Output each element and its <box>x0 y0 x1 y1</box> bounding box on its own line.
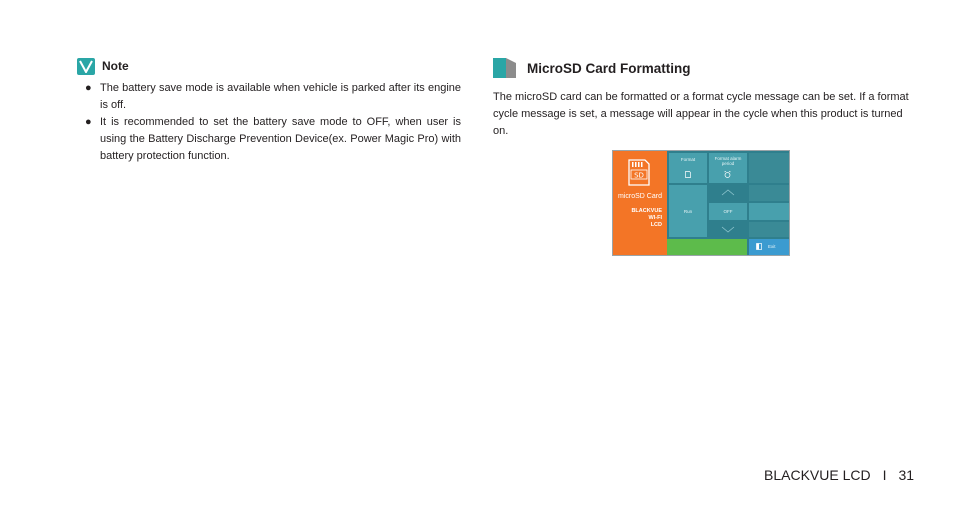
section-body: The microSD card can be formatted or a format cycle message can be set. If a format cycle message is set, a message will appear in the cycle when this product is turned on. <box>493 91 909 137</box>
exit-icon <box>756 243 764 250</box>
up-arrow-button[interactable] <box>709 185 747 201</box>
sd-card-icon <box>628 159 650 186</box>
sd-label: SD <box>634 171 644 180</box>
note-list <box>77 80 461 165</box>
run-row[interactable]: Run <box>669 185 707 237</box>
footer-brand: BLACKVUE LCD <box>764 467 871 483</box>
note-title: Note <box>102 59 129 73</box>
sd-small-icon <box>685 171 691 178</box>
section-marker-icon <box>493 58 516 78</box>
off-value[interactable]: OFF <box>709 203 747 220</box>
page-number: 31 <box>898 467 915 483</box>
bullet-icon: ● <box>85 116 92 128</box>
empty-cell <box>749 185 789 201</box>
empty-cell <box>749 203 789 220</box>
device-screen <box>612 150 790 256</box>
format-alarm-button[interactable]: Format alarm period <box>709 153 747 183</box>
note-header <box>77 57 461 75</box>
chevron-down-icon <box>721 226 735 233</box>
bullet-icon: ● <box>85 82 92 94</box>
empty-cell <box>749 153 789 183</box>
device-side-panel <box>613 151 667 255</box>
section-title: MicroSD Card Formatting <box>527 60 691 76</box>
exit-button[interactable] <box>749 239 789 255</box>
page-footer <box>764 467 914 483</box>
footer-separator: I <box>882 467 887 483</box>
chevron-up-icon <box>721 189 735 196</box>
down-arrow-button[interactable] <box>709 222 747 237</box>
list-item: ● The battery save mode is available when vehicle is parked after its engine is off. <box>85 82 461 111</box>
section-microsd-formatting <box>493 58 913 140</box>
format-button[interactable]: Format <box>669 153 707 183</box>
alarm-icon <box>724 171 731 178</box>
list-item: ● It is recommended to set the battery save mode to OFF, when user is using the Battery Discharge Prevention Device(ex. Power Magic Pro) with battery protection function. <box>85 116 461 162</box>
confirm-bar[interactable] <box>667 239 747 255</box>
checkmark-icon <box>77 58 95 75</box>
note-box <box>77 57 461 165</box>
exit-label: Exit <box>768 244 776 249</box>
empty-cell <box>749 222 789 237</box>
card-label: microSD Card <box>618 193 662 200</box>
section-header <box>493 58 913 78</box>
brand-text: BLACKVUE WI-FI LCD <box>631 208 662 228</box>
